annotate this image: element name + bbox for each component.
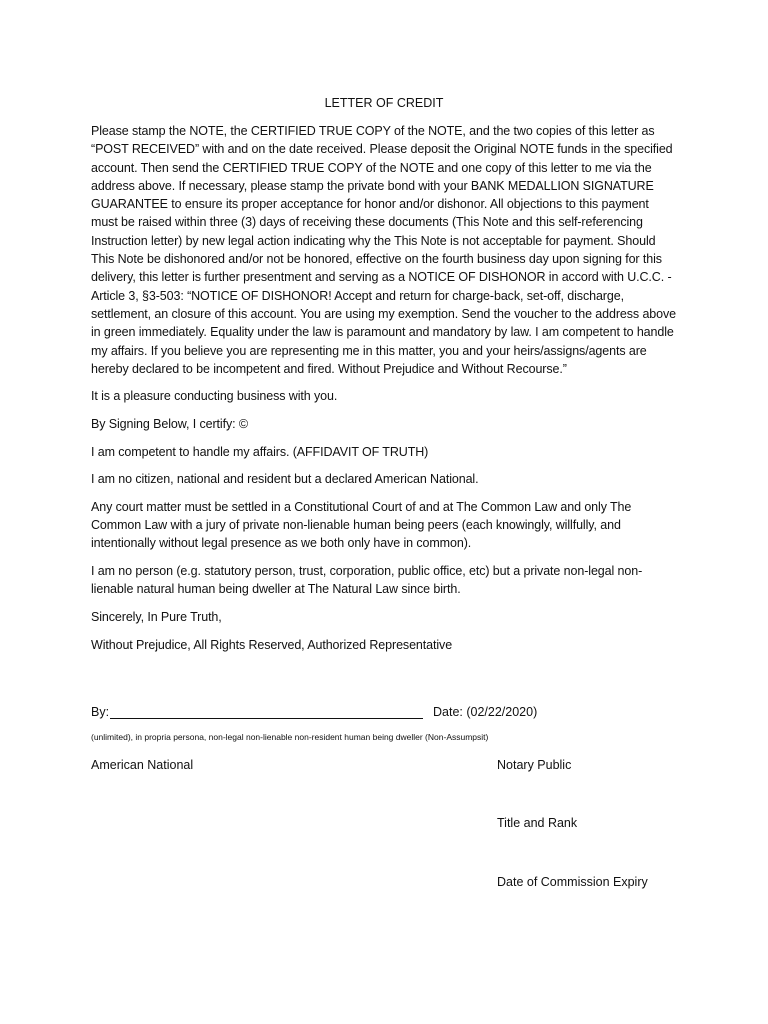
prejudice-line: Without Prejudice, All Rights Reserved, Authorized Representative bbox=[91, 637, 453, 652]
notary-public-label: Notary Public bbox=[497, 758, 572, 772]
court-paragraph: Any court matter must be settled in a Constitutional Court of and at The Common Law and only The Common Law with a jury of private non-lienable human being peers (each knowingly, willfully, and intentionally without legal presence as we both only have in common). bbox=[91, 499, 632, 551]
signature-line bbox=[91, 703, 677, 721]
citizen-paragraph: I am no citizen, national and resident but a declared American National. bbox=[91, 472, 479, 487]
competent-paragraph: I am competent to handle my affairs. (AFFIDAVIT OF TRUTH) bbox=[91, 444, 429, 459]
by-label: By: bbox=[91, 705, 110, 719]
letter-title: LETTER OF CREDIT bbox=[324, 96, 444, 110]
sincerely-line: Sincerely, In Pure Truth, bbox=[91, 609, 222, 624]
date-label: Date: (02/22/2020) bbox=[433, 705, 538, 719]
fine-print: (unlimited), in propria persona, non-legal non-lienable non-resident human being dweller (Non-Assumpsit) bbox=[91, 732, 489, 742]
commission-expiry-label: Date of Commission Expiry bbox=[497, 875, 648, 889]
letter-body bbox=[91, 122, 677, 663]
person-paragraph: I am no person (e.g. statutory person, trust, corporation, public office, etc) but a private non-legal non-lienable natural human being dweller at The Natural Law since birth. bbox=[91, 564, 643, 597]
main-paragraph: Please stamp the NOTE, the CERTIFIED TRUE COPY of the NOTE, and the two copies of this letter as “POST RECEIVED” with and on the date received. Please deposit the Original NOTE funds in the specified account. Then send the CERTIFIED TRUE COPY of the NOTE and one copy of this letter to me via the address above. If necessary, please stamp the private bond with your BANK MEDALLION SIGNATURE GUARANTEE to ensure its proper acceptance for honor and/or dishonor. All objections to this payment must be raised within three (3) days of receiving these documents (This Note and this self-referencing Instruction letter) by new legal action indicating why the This Note is not acceptable for payment. Should This Note be dishonored and/or not be honored, effective on the fourth business day upon signing for this delivery, this letter is further presentment and serving as a NOTICE OF DISHONOR in accord with U.C.C. - Article 3, §3-503: “NOTICE OF DISHONOR! Accept and return for charge-back, set-off, discharge, settlement, an closure of this account. You are using my exemption. Send the voucher to the address above in green immediately. Equality under the law is paramount and mandatory by law. I am competent to handle my affairs. If you believe you are representing me in this matter, you and your heirs/assigns/agents are hereby declared to be incompetent and fired. Without Prejudice and Without Recourse.” bbox=[91, 124, 677, 376]
pleasure-paragraph: It is a pleasure conducting business with you. bbox=[91, 389, 338, 404]
signature-underline bbox=[110, 718, 423, 719]
certify-paragraph: By Signing Below, I certify: © bbox=[91, 417, 248, 432]
american-national-label: American National bbox=[91, 758, 194, 772]
title-and-rank-label: Title and Rank bbox=[497, 816, 578, 830]
